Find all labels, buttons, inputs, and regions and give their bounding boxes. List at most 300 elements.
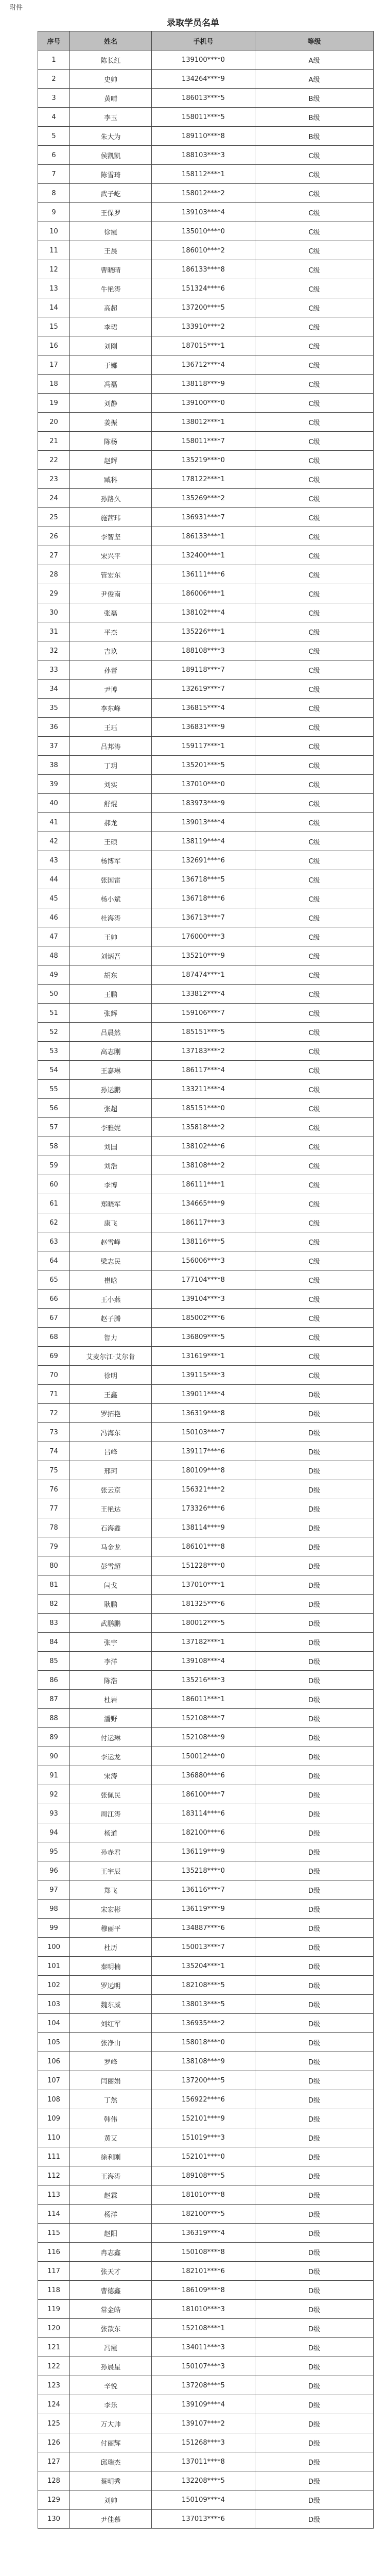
cell-number: 124 (38, 2395, 70, 2414)
cell-phone: 135219****0 (152, 451, 255, 470)
table-row (38, 2510, 374, 2529)
cell-name: 徐明 (70, 1366, 152, 1385)
cell-phone: 134887****6 (152, 1919, 255, 1938)
table-body (38, 50, 374, 2529)
cell-phone: 139013****4 (152, 813, 255, 832)
table-row (38, 1270, 374, 1290)
table-row (38, 1919, 374, 1938)
cell-name: 冯磊 (70, 375, 152, 394)
cell-phone: 187474****1 (152, 965, 255, 985)
cell-name: 赵阳 (70, 2224, 152, 2243)
cell-name: 罗峰 (70, 2052, 152, 2071)
cell-phone: 135204****1 (152, 1957, 255, 1976)
cell-level: D级 (255, 1652, 374, 1671)
cell-level: D级 (255, 2147, 374, 2166)
cell-level: C级 (255, 1309, 374, 1328)
cell-name: 崔晗 (70, 1270, 152, 1290)
table-row (38, 965, 374, 985)
cell-number: 105 (38, 2033, 70, 2052)
cell-phone: 136119****9 (152, 1842, 255, 1861)
cell-level: D级 (255, 1842, 374, 1861)
cell-phone: 136931****7 (152, 508, 255, 527)
cell-number: 71 (38, 1385, 70, 1404)
cell-phone: 186109****8 (152, 2281, 255, 2300)
cell-number: 10 (38, 222, 70, 241)
cell-phone: 186133****1 (152, 527, 255, 546)
cell-name: 王鑫 (70, 1385, 152, 1404)
table-row (38, 203, 374, 222)
cell-name: 辛悦 (70, 2376, 152, 2395)
cell-phone: 158018****0 (152, 2033, 255, 2052)
cell-number: 17 (38, 355, 70, 375)
cell-name: 张歆东 (70, 2319, 152, 2338)
cell-number: 97 (38, 1880, 70, 1900)
table-row (38, 622, 374, 641)
cell-number: 88 (38, 1709, 70, 1728)
cell-number: 117 (38, 2262, 70, 2281)
cell-number: 22 (38, 451, 70, 470)
table-row (38, 127, 374, 146)
cell-number: 114 (38, 2205, 70, 2224)
cell-number: 80 (38, 1556, 70, 1575)
cell-name: 杜海涛 (70, 908, 152, 927)
table-row (38, 1118, 374, 1137)
cell-level: C级 (255, 1232, 374, 1251)
table-row (38, 1709, 374, 1728)
cell-level: C级 (255, 508, 374, 527)
cell-number: 35 (38, 699, 70, 718)
cell-phone: 132691****6 (152, 851, 255, 870)
cell-name: 张磊 (70, 603, 152, 622)
cell-name: 宋涛 (70, 1766, 152, 1785)
cell-level: D级 (255, 2262, 374, 2281)
cell-number: 53 (38, 1042, 70, 1061)
cell-number: 46 (38, 908, 70, 927)
cell-number: 25 (38, 508, 70, 527)
cell-number: 102 (38, 1976, 70, 1995)
cell-name: 李珺 (70, 317, 152, 336)
cell-level: D级 (255, 1556, 374, 1575)
table-row (38, 2147, 374, 2166)
table-row (38, 89, 374, 108)
table-row (38, 851, 374, 870)
cell-name: 付丽辉 (70, 2433, 152, 2452)
cell-number: 113 (38, 2185, 70, 2205)
cell-name: 万大帅 (70, 2414, 152, 2433)
cell-phone: 132619****7 (152, 680, 255, 699)
table-row (38, 413, 374, 432)
table-row (38, 108, 374, 127)
table-row (38, 546, 374, 565)
cell-level: D级 (255, 2205, 374, 2224)
cell-number: 65 (38, 1270, 70, 1290)
cell-level: C级 (255, 375, 374, 394)
cell-phone: 186111****1 (152, 1175, 255, 1194)
table-row (38, 2433, 374, 2452)
cell-name: 孙晨星 (70, 2357, 152, 2376)
table-row (38, 718, 374, 737)
table-row (38, 584, 374, 603)
cell-level: C级 (255, 794, 374, 813)
table-row (38, 451, 374, 470)
cell-number: 81 (38, 1575, 70, 1595)
cell-name: 孙路久 (70, 489, 152, 508)
cell-name: 李洋 (70, 1652, 152, 1671)
cell-phone: 188103****3 (152, 146, 255, 165)
cell-phone: 189118****7 (152, 660, 255, 680)
cell-level: C级 (255, 832, 374, 851)
cell-phone: 158012****2 (152, 184, 255, 203)
cell-name: 赵子腾 (70, 1309, 152, 1328)
cell-name: 张净山 (70, 2033, 152, 2052)
table-row (38, 889, 374, 908)
table-row (38, 1957, 374, 1976)
cell-level: C级 (255, 184, 374, 203)
table-row (38, 184, 374, 203)
cell-name: 杨道 (70, 1823, 152, 1842)
cell-number: 122 (38, 2357, 70, 2376)
cell-phone: 186006****1 (152, 584, 255, 603)
cell-level: D级 (255, 2033, 374, 2052)
cell-phone: 152101****0 (152, 2147, 255, 2166)
cell-number: 119 (38, 2300, 70, 2319)
cell-name: 王鹏 (70, 985, 152, 1004)
cell-level: C级 (255, 1004, 374, 1023)
cell-number: 37 (38, 737, 70, 756)
cell-number: 48 (38, 946, 70, 965)
cell-name: 李玉 (70, 108, 152, 127)
table-row (38, 1213, 374, 1232)
cell-level: D级 (255, 2281, 374, 2300)
cell-name: 刘浩 (70, 1156, 152, 1175)
cell-phone: 150109****4 (152, 2490, 255, 2510)
cell-number: 29 (38, 584, 70, 603)
cell-phone: 137200****5 (152, 2071, 255, 2090)
table-row (38, 794, 374, 813)
cell-number: 94 (38, 1823, 70, 1842)
cell-phone: 186010****2 (152, 241, 255, 260)
cell-name: 梁志民 (70, 1251, 152, 1270)
cell-number: 4 (38, 108, 70, 127)
cell-name: 黄晴 (70, 89, 152, 108)
cell-name: 蔡明秀 (70, 2471, 152, 2490)
table-row (38, 1575, 374, 1595)
cell-phone: 150013****7 (152, 1938, 255, 1957)
cell-number: 110 (38, 2128, 70, 2147)
cell-number: 128 (38, 2471, 70, 2490)
cell-name: 艾麦尔江·艾尔肯 (70, 1347, 152, 1366)
cell-number: 93 (38, 1804, 70, 1823)
table-row (38, 2128, 374, 2147)
cell-level: D级 (255, 1861, 374, 1880)
cell-name: 孙蕾 (70, 660, 152, 680)
cell-phone: 181325****6 (152, 1595, 255, 1614)
cell-number: 9 (38, 203, 70, 222)
cell-phone: 158011****5 (152, 108, 255, 127)
cell-number: 121 (38, 2338, 70, 2357)
cell-number: 83 (38, 1614, 70, 1633)
cell-name: 赵霖 (70, 2185, 152, 2205)
table-row (38, 1290, 374, 1309)
cell-phone: 152108****9 (152, 1728, 255, 1747)
cell-number: 2 (38, 70, 70, 89)
cell-name: 石海鑫 (70, 1518, 152, 1537)
table-row (38, 1080, 374, 1099)
cell-phone: 139109****4 (152, 2395, 255, 2414)
table-row (38, 1423, 374, 1442)
cell-phone: 159117****1 (152, 737, 255, 756)
table-row (38, 1137, 374, 1156)
cell-name: 尹佳慕 (70, 2510, 152, 2529)
cell-number: 33 (38, 660, 70, 680)
cell-phone: 135226****1 (152, 622, 255, 641)
cell-name: 王海涛 (70, 2166, 152, 2185)
cell-phone: 181010****3 (152, 2300, 255, 2319)
cell-level: D级 (255, 1957, 374, 1976)
cell-number: 30 (38, 603, 70, 622)
cell-number: 64 (38, 1251, 70, 1270)
cell-level: D级 (255, 1537, 374, 1556)
cell-phone: 186011****1 (152, 1690, 255, 1709)
student-list-table (38, 31, 374, 2529)
cell-name: 武子屹 (70, 184, 152, 203)
cell-phone: 136935****2 (152, 2014, 255, 2033)
cell-phone: 133812****4 (152, 985, 255, 1004)
cell-name: 罗拓艳 (70, 1404, 152, 1423)
table-row (38, 298, 374, 317)
cell-number: 130 (38, 2510, 70, 2529)
cell-phone: 180012****5 (152, 1614, 255, 1633)
cell-level: D级 (255, 2052, 374, 2071)
cell-phone: 156321****2 (152, 1480, 255, 1499)
cell-name: 杨洋 (70, 2205, 152, 2224)
cell-name: 刘国 (70, 1137, 152, 1156)
cell-name: 王硕 (70, 832, 152, 851)
table-row (38, 1518, 374, 1537)
cell-number: 11 (38, 241, 70, 260)
cell-number: 91 (38, 1766, 70, 1785)
table-row (38, 927, 374, 946)
cell-name: 吕峰 (70, 1442, 152, 1461)
cell-phone: 158011****7 (152, 432, 255, 451)
table-row (38, 870, 374, 889)
cell-phone: 137010****1 (152, 1575, 255, 1595)
cell-name: 高志刚 (70, 1042, 152, 1061)
table-row (38, 2281, 374, 2300)
table-row (38, 2243, 374, 2262)
cell-name: 曹晓晴 (70, 260, 152, 279)
cell-number: 52 (38, 1023, 70, 1042)
table-row (38, 2109, 374, 2128)
cell-number: 85 (38, 1652, 70, 1671)
table-row (38, 2471, 374, 2490)
cell-phone: 139115****3 (152, 1366, 255, 1385)
cell-name: 王帅 (70, 927, 152, 946)
cell-phone: 186100****7 (152, 1785, 255, 1804)
cell-level: D级 (255, 1690, 374, 1709)
cell-level: C级 (255, 298, 374, 317)
cell-name: 陈杨 (70, 432, 152, 451)
cell-number: 73 (38, 1423, 70, 1442)
cell-name: 康飞 (70, 1213, 152, 1232)
cell-level: D级 (255, 1671, 374, 1690)
table-row (38, 1537, 374, 1556)
cell-phone: 150108****8 (152, 2243, 255, 2262)
table-row (38, 2052, 374, 2071)
table-row (38, 1728, 374, 1747)
table-row (38, 2166, 374, 2185)
table-row (38, 2395, 374, 2414)
cell-phone: 173326****6 (152, 1499, 255, 1518)
cell-phone: 137013****6 (152, 2510, 255, 2529)
table-row (38, 1175, 374, 1194)
cell-name: 李雅妮 (70, 1118, 152, 1137)
cell-name: 李运龙 (70, 1747, 152, 1766)
table-row (38, 241, 374, 260)
table-row (38, 222, 374, 241)
cell-phone: 136718****6 (152, 889, 255, 908)
table-row (38, 1251, 374, 1270)
cell-level: D级 (255, 1995, 374, 2014)
cell-phone: 136319****8 (152, 1404, 255, 1423)
cell-level: C级 (255, 451, 374, 470)
cell-name: 杨小斌 (70, 889, 152, 908)
cell-number: 69 (38, 1347, 70, 1366)
cell-level: D级 (255, 2338, 374, 2357)
cell-phone: 135210****9 (152, 946, 255, 965)
cell-number: 99 (38, 1919, 70, 1938)
table-row (38, 908, 374, 927)
cell-number: 47 (38, 927, 70, 946)
cell-name: 杨博军 (70, 851, 152, 870)
table-row (38, 432, 374, 451)
cell-number: 27 (38, 546, 70, 565)
cell-phone: 151324****6 (152, 279, 255, 298)
cell-level: C级 (255, 889, 374, 908)
cell-number: 38 (38, 756, 70, 775)
table-row (38, 1595, 374, 1614)
cell-name: 李博 (70, 1175, 152, 1194)
cell-number: 39 (38, 775, 70, 794)
cell-level: D级 (255, 1499, 374, 1518)
cell-number: 8 (38, 184, 70, 203)
cell-number: 115 (38, 2224, 70, 2243)
cell-name: 牛艳涛 (70, 279, 152, 298)
cell-level: C级 (255, 1080, 374, 1099)
cell-name: 吕邦涛 (70, 737, 152, 756)
cell-number: 89 (38, 1728, 70, 1747)
cell-number: 7 (38, 165, 70, 184)
cell-number: 90 (38, 1747, 70, 1766)
cell-level: C级 (255, 1118, 374, 1137)
cell-name: 徐霞 (70, 222, 152, 241)
cell-phone: 182100****5 (152, 2205, 255, 2224)
table-row (38, 1499, 374, 1518)
table-row (38, 2319, 374, 2338)
cell-number: 18 (38, 375, 70, 394)
cell-phone: 150107****3 (152, 2357, 255, 2376)
cell-number: 50 (38, 985, 70, 1004)
cell-name: 张超 (70, 1099, 152, 1118)
table-row (38, 1690, 374, 1709)
cell-level: C级 (255, 1194, 374, 1213)
cell-level: A级 (255, 70, 374, 89)
table-row (38, 1880, 374, 1900)
cell-name: 张国雷 (70, 870, 152, 889)
table-row (38, 2224, 374, 2243)
cell-level: D级 (255, 2395, 374, 2414)
cell-level: C级 (255, 718, 374, 737)
table-row (38, 1366, 374, 1385)
table-row (38, 1099, 374, 1118)
cell-name: 孙赤君 (70, 1842, 152, 1861)
cell-phone: 136831****9 (152, 718, 255, 737)
cell-name: 杜岩 (70, 1690, 152, 1709)
cell-phone: 135269****2 (152, 489, 255, 508)
cell-name: 王晨 (70, 241, 152, 260)
cell-name: 冉志鑫 (70, 2243, 152, 2262)
cell-name: 刘帅 (70, 2490, 152, 2510)
table-row (38, 1785, 374, 1804)
cell-name: 曹德鑫 (70, 2281, 152, 2300)
cell-level: C级 (255, 965, 374, 985)
cell-level: C级 (255, 680, 374, 699)
cell-phone: 133910****2 (152, 317, 255, 336)
table-row (38, 336, 374, 355)
cell-level: C级 (255, 241, 374, 260)
table-row (38, 1156, 374, 1175)
cell-phone: 139100****0 (152, 50, 255, 70)
table-row (38, 680, 374, 699)
cell-name: 姜振 (70, 413, 152, 432)
cell-level: D级 (255, 1480, 374, 1499)
cell-name: 闫戈 (70, 1575, 152, 1595)
cell-level: D级 (255, 1900, 374, 1919)
cell-phone: 189110****8 (152, 127, 255, 146)
cell-number: 3 (38, 89, 70, 108)
cell-phone: 178122****1 (152, 470, 255, 489)
cell-level: C级 (255, 1175, 374, 1194)
cell-level: C级 (255, 146, 374, 165)
cell-level: D级 (255, 1919, 374, 1938)
cell-name: 彭雪超 (70, 1556, 152, 1575)
cell-level: C级 (255, 1366, 374, 1385)
cell-number: 98 (38, 1900, 70, 1919)
cell-level: C级 (255, 203, 374, 222)
table-row (38, 1976, 374, 1995)
cell-phone: 139108****4 (152, 1652, 255, 1671)
header-phone: 手机号 (152, 31, 255, 50)
cell-name: 冯海东 (70, 1423, 152, 1442)
cell-number: 54 (38, 1061, 70, 1080)
cell-number: 21 (38, 432, 70, 451)
cell-name: 赵雪峰 (70, 1232, 152, 1251)
cell-name: 杜历 (70, 1938, 152, 1957)
cell-level: C级 (255, 279, 374, 298)
cell-number: 120 (38, 2319, 70, 2338)
cell-level: D级 (255, 1518, 374, 1537)
cell-number: 34 (38, 680, 70, 699)
cell-phone: 138102****6 (152, 1137, 255, 1156)
table-row (38, 355, 374, 375)
table-row (38, 1652, 374, 1671)
cell-number: 42 (38, 832, 70, 851)
cell-phone: 138013****5 (152, 1995, 255, 2014)
cell-number: 92 (38, 1785, 70, 1804)
cell-phone: 137183****2 (152, 1042, 255, 1061)
cell-number: 32 (38, 641, 70, 660)
table-row (38, 1480, 374, 1499)
